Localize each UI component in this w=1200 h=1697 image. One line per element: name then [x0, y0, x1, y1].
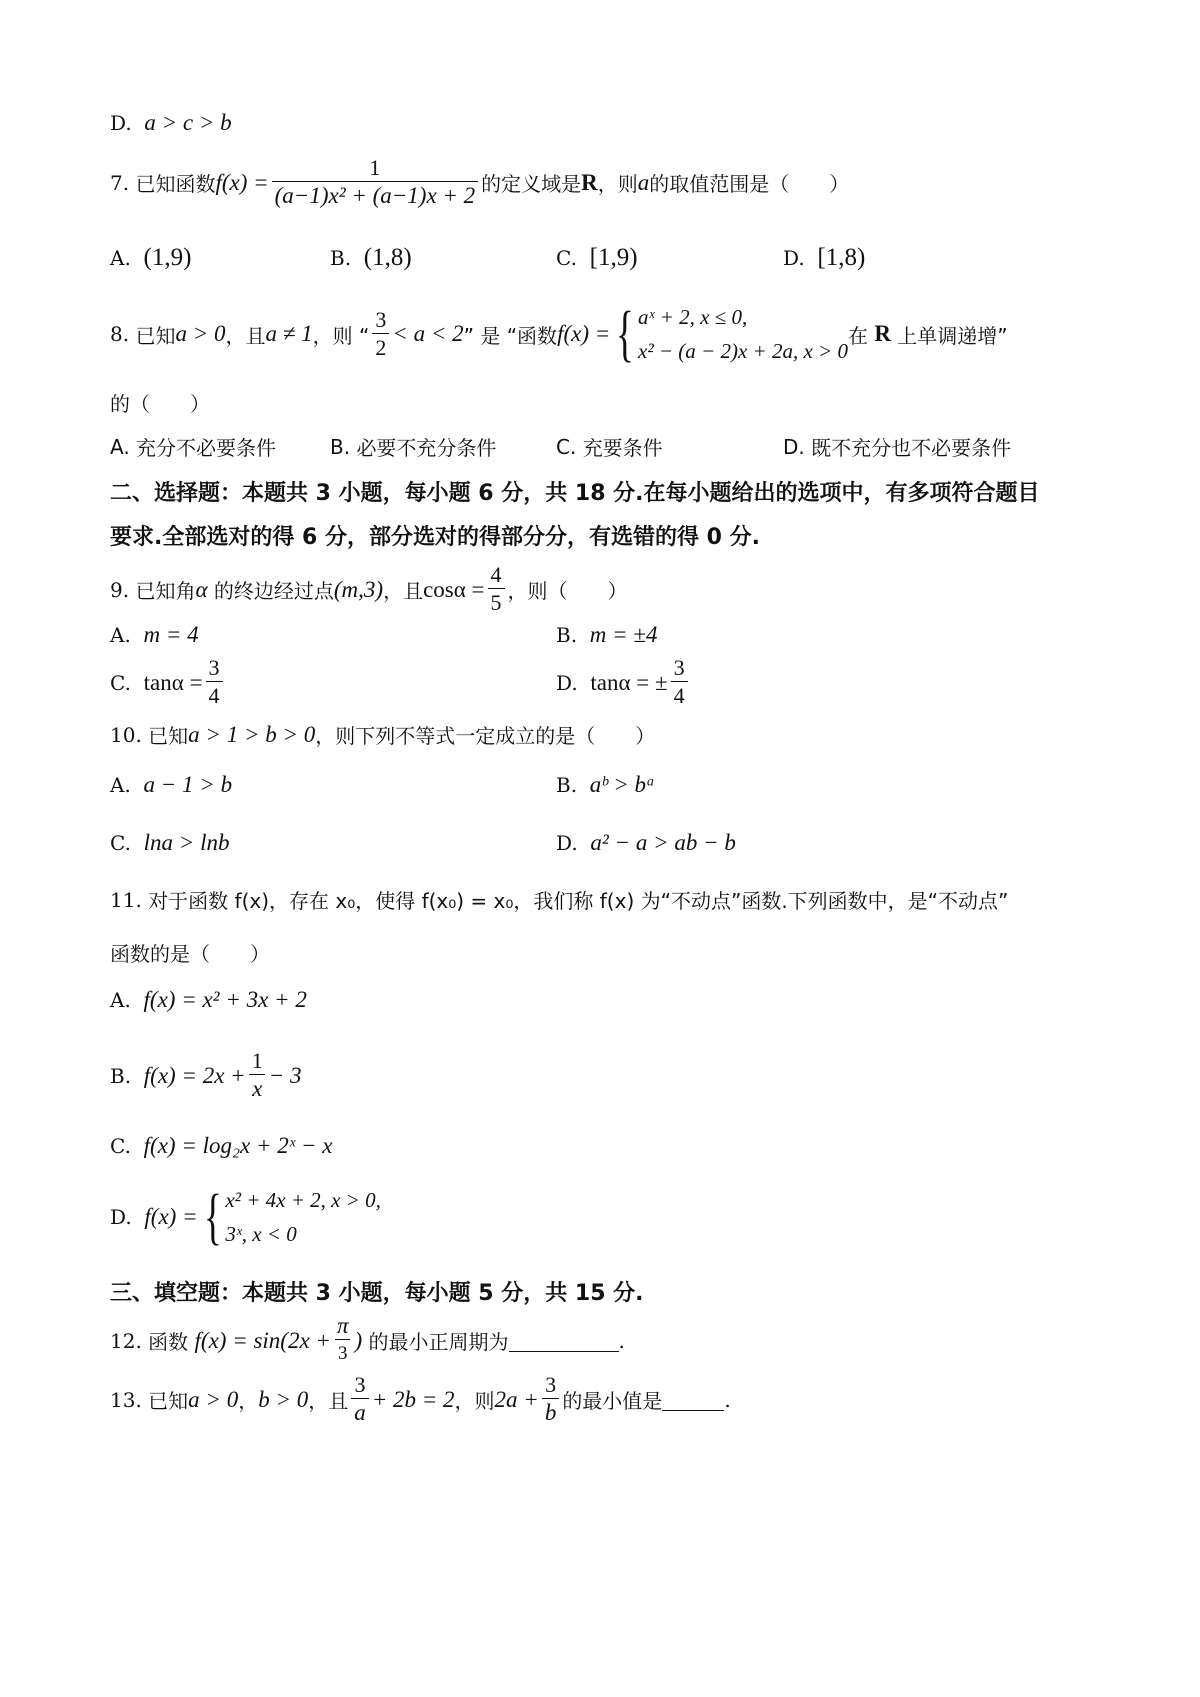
option-text: [1,9) — [589, 244, 638, 271]
denominator: 4 — [206, 681, 223, 710]
denominator: 2 — [372, 333, 389, 362]
option-text: m = 4 — [143, 622, 199, 647]
piecewise — [610, 300, 848, 368]
question-text: 的终边经过点 — [213, 579, 334, 603]
question-text: 的最小值是 — [562, 1389, 663, 1413]
question-text: 上单调递增” — [897, 323, 1008, 348]
question-12 — [110, 1313, 625, 1368]
numerator: 3 — [545, 1372, 557, 1397]
answer-blank[interactable] — [509, 1329, 619, 1352]
question-number: 13. — [110, 1387, 142, 1412]
q9-option-b — [556, 622, 658, 648]
variable: a — [637, 169, 650, 195]
denominator: b — [542, 1398, 560, 1427]
fraction — [671, 655, 688, 710]
denominator: (a−1)x² + (a−1)x + 2 — [272, 181, 479, 210]
numerator: 3 — [673, 655, 685, 680]
option-label: B. — [330, 246, 352, 270]
option-text: [1,8) — [817, 244, 866, 271]
case: 3ˣ, x < 0 — [225, 1222, 297, 1246]
answer-blank[interactable] — [662, 1388, 724, 1411]
piecewise-cases — [225, 1183, 381, 1251]
option-label: C. — [110, 670, 131, 695]
condition: b > 0 — [258, 1386, 309, 1412]
question-11 — [110, 885, 1008, 914]
q9-option-d — [556, 655, 691, 710]
option-label: C. — [556, 246, 577, 270]
q8-option-b — [330, 432, 496, 461]
section-2-heading-line2: 要求.全部选对的得 6 分，部分选对的得部分分，有选错的得 0 分. — [110, 525, 760, 550]
question-text: ，则 — [597, 172, 638, 196]
denominator: a — [351, 1398, 369, 1427]
question-text: 已知 — [135, 323, 176, 348]
function-lhs: f(x) = — [557, 321, 611, 346]
denominator: 4 — [671, 681, 688, 710]
piecewise — [198, 1183, 381, 1251]
option-text: lna > lnb — [143, 830, 230, 855]
q8-option-d — [783, 432, 1011, 461]
option-text: (1,8) — [363, 244, 412, 271]
q8-option-a — [110, 432, 276, 461]
option-label: D. — [556, 670, 578, 695]
question-text: 已知函数 — [135, 172, 216, 196]
option-label: A. — [110, 623, 131, 647]
option-label: B. — [556, 773, 578, 797]
question-7 — [110, 155, 849, 210]
condition: a > 0 — [188, 1386, 239, 1412]
case: aˣ + 2, x ≤ 0, — [638, 305, 748, 329]
option-label: C. — [556, 434, 577, 459]
option-expr: a > c > b — [144, 110, 232, 135]
option-text: (1,9) — [143, 244, 192, 271]
piecewise-cases — [638, 300, 848, 368]
numerator: 4 — [490, 562, 502, 587]
fraction — [488, 562, 505, 617]
inequality: < a < 2 — [392, 321, 464, 346]
fraction — [542, 1372, 560, 1427]
fraction — [249, 1048, 266, 1103]
option-text: 充要条件 — [582, 436, 663, 460]
option-label: A. — [110, 434, 130, 459]
option-label: C. — [110, 831, 131, 855]
option-text: m = ±4 — [589, 622, 658, 647]
fraction — [272, 155, 479, 210]
question-text: 在 — [847, 323, 868, 348]
question-number: 7. — [110, 170, 130, 195]
question-text: ，则 “ — [312, 323, 370, 348]
option-label: A. — [110, 246, 131, 270]
option-text: 既不充分也不必要条件 — [811, 436, 1012, 460]
q11-option-b — [110, 1048, 301, 1103]
option-label: D. — [556, 831, 578, 855]
question-text: 对于函数 f(x)，存在 x₀，使得 f(x₀) = x₀，我们称 f(x) 为“不动点”函数.下列函数中，是“不动点” — [148, 889, 1009, 913]
expression: f(x) = sin(2x + — [194, 1327, 331, 1353]
option-text: f(x) = log₂x + 2ˣ − x — [143, 1133, 333, 1158]
question-text: 已知 — [148, 1389, 189, 1413]
option-label: A. — [110, 773, 131, 797]
punctuation: ， — [238, 1389, 259, 1413]
fraction — [372, 307, 389, 362]
condition: a > 0 — [175, 321, 226, 346]
option-label: B. — [556, 623, 578, 647]
fraction — [334, 1313, 352, 1368]
q10-option-b — [556, 772, 655, 798]
point: (m,3) — [333, 576, 384, 602]
question-text: ，且 — [225, 323, 266, 348]
option-text: tanα = — [143, 669, 203, 695]
numerator: π — [336, 1313, 349, 1338]
q11-option-a — [110, 987, 307, 1013]
option-text: f(x) = x² + 3x + 2 — [143, 987, 307, 1012]
option-label: D. — [783, 246, 805, 270]
option-text: f(x) = — [144, 1204, 198, 1229]
expression: ) — [354, 1327, 363, 1353]
question-number: 12. — [110, 1328, 142, 1353]
option-label: D. — [110, 111, 132, 135]
question-text: ，且 — [383, 579, 424, 603]
option-text: − 3 — [268, 1062, 302, 1088]
q11-option-d — [110, 1183, 381, 1251]
condition: a > 1 > b > 0 — [188, 721, 316, 747]
q7-option-b — [330, 244, 412, 272]
brace-icon: { — [616, 300, 635, 368]
question-text: ” 是 “函数 — [463, 323, 558, 348]
q6-option-d — [110, 110, 232, 136]
q10-option-d — [556, 830, 736, 856]
case: x² − (a − 2)x + 2a, x > 0 — [638, 339, 848, 363]
option-label: C. — [110, 1134, 131, 1158]
option-label: B. — [330, 434, 351, 459]
option-text: 充分不必要条件 — [136, 436, 277, 460]
question-13 — [110, 1372, 731, 1427]
cos-expr: cosα = — [423, 576, 485, 602]
option-text: a − 1 > b — [143, 772, 233, 797]
question-number: 10. — [110, 722, 142, 747]
real-set-symbol: R — [874, 321, 891, 346]
numerator: 3 — [208, 655, 220, 680]
question-11-line2: 函数的是（ ） — [110, 942, 270, 966]
question-number: 11. — [110, 887, 142, 912]
option-text: f(x) = 2x + — [143, 1062, 246, 1088]
question-text: 的最小正周期为 — [368, 1330, 509, 1354]
question-10 — [110, 720, 655, 749]
fraction — [351, 1372, 369, 1427]
question-8-line2: 的（ ） — [110, 392, 210, 416]
question-text: 已知角 — [135, 579, 196, 603]
numerator: 1 — [251, 1048, 263, 1073]
q7-option-c — [556, 244, 638, 272]
numerator: 3 — [354, 1372, 366, 1397]
q7-option-d — [783, 244, 865, 272]
denominator: 3 — [335, 1339, 351, 1368]
option-label: D. — [783, 434, 805, 459]
question-text: 已知 — [148, 724, 189, 748]
question-number: 9. — [110, 577, 130, 602]
question-8 — [110, 300, 1008, 368]
question-text: ，则（ ） — [507, 579, 628, 603]
q10-option-a — [110, 772, 232, 798]
option-label: A. — [110, 988, 131, 1012]
question-number: 8. — [110, 322, 130, 346]
q8-option-c — [556, 432, 663, 461]
question-text: ，则下列不等式一定成立的是（ ） — [315, 724, 656, 748]
function-lhs: f(x) = — [215, 169, 269, 195]
question-text: ，则 — [454, 1389, 495, 1413]
question-text: ，且 — [308, 1389, 349, 1413]
option-text: aᵇ > bᵃ — [589, 772, 656, 797]
question-text: 函数 — [148, 1330, 189, 1354]
option-text: 必要不充分条件 — [356, 436, 497, 460]
q7-option-a — [110, 244, 191, 272]
punctuation: . — [618, 1328, 625, 1353]
expression: 2a + — [494, 1386, 539, 1412]
equation: + 2b = 2 — [371, 1386, 455, 1412]
numerator: 1 — [369, 155, 381, 180]
punctuation: . — [724, 1387, 731, 1412]
section-3-heading: 三、填空题：本题共 3 小题，每小题 5 分，共 15 分. — [110, 1281, 644, 1306]
option-text: tanα = ± — [590, 669, 668, 695]
q9-option-c — [110, 655, 226, 710]
q9-option-a — [110, 622, 199, 648]
brace-icon: { — [203, 1183, 222, 1251]
question-text: 的定义域是 — [481, 172, 582, 196]
case: x² + 4x + 2, x > 0, — [225, 1188, 381, 1212]
real-set-symbol: R — [581, 169, 598, 195]
numerator: 3 — [375, 306, 387, 332]
option-label: B. — [110, 1063, 132, 1088]
q10-option-c — [110, 830, 229, 856]
option-label: D. — [110, 1205, 132, 1229]
fraction — [206, 655, 223, 710]
question-text: 的取值范围是（ ） — [649, 172, 850, 196]
q11-option-c — [110, 1133, 332, 1159]
section-2-heading: 二、选择题：本题共 3 小题，每小题 6 分，共 18 分.在每小题给出的选项中，有多项符合题目 — [110, 481, 1040, 506]
question-9 — [110, 562, 628, 617]
denominator: 5 — [488, 588, 505, 617]
denominator: x — [249, 1074, 265, 1103]
condition: a ≠ 1 — [265, 321, 313, 346]
option-text: a² − a > ab − b — [590, 830, 736, 855]
variable: α — [195, 576, 208, 602]
